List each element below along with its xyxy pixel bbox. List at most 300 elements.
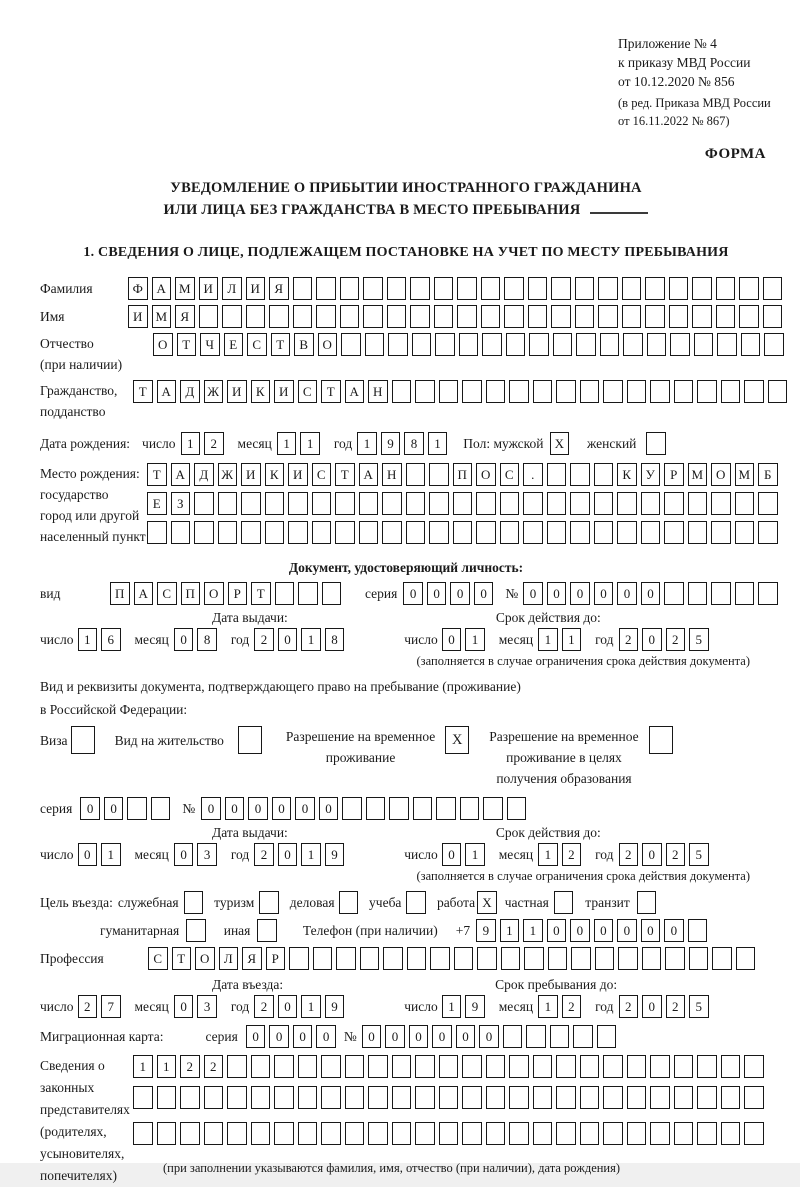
- char-cell[interactable]: [501, 947, 521, 970]
- char-cell[interactable]: 0: [403, 582, 423, 605]
- char-cell[interactable]: [415, 380, 435, 403]
- char-cell[interactable]: [523, 521, 543, 544]
- char-cell[interactable]: 0: [456, 1025, 476, 1048]
- char-cell[interactable]: [764, 333, 784, 356]
- char-cell[interactable]: [597, 1025, 617, 1048]
- char-cell[interactable]: 0: [225, 797, 245, 820]
- checkbox-cell[interactable]: [649, 726, 673, 754]
- char-cell[interactable]: Д: [180, 380, 200, 403]
- char-cell[interactable]: [524, 947, 544, 970]
- char-cell[interactable]: [265, 521, 285, 544]
- char-cell[interactable]: [504, 277, 524, 300]
- char-cell[interactable]: [768, 380, 788, 403]
- char-cell[interactable]: [345, 1086, 365, 1109]
- char-cell[interactable]: [340, 277, 360, 300]
- char-cell[interactable]: [368, 1086, 388, 1109]
- char-cell[interactable]: [127, 797, 147, 820]
- char-cell[interactable]: [716, 277, 736, 300]
- char-cell[interactable]: [570, 521, 590, 544]
- char-cell[interactable]: [415, 1055, 435, 1078]
- char-cell[interactable]: [688, 919, 708, 942]
- char-cell[interactable]: Я: [175, 305, 195, 328]
- char-cell[interactable]: [360, 947, 380, 970]
- char-cell[interactable]: [645, 277, 665, 300]
- char-cell[interactable]: [744, 1055, 764, 1078]
- char-cell[interactable]: Я: [269, 277, 289, 300]
- char-cell[interactable]: [697, 380, 717, 403]
- checkbox-cell[interactable]: [339, 891, 359, 914]
- char-cell[interactable]: [506, 333, 526, 356]
- rvp-education-checkbox[interactable]: [649, 726, 677, 754]
- char-cell[interactable]: [241, 521, 261, 544]
- char-cell[interactable]: [744, 380, 764, 403]
- char-cell[interactable]: [622, 277, 642, 300]
- char-cell[interactable]: [617, 521, 637, 544]
- char-cell[interactable]: [739, 277, 759, 300]
- char-cell[interactable]: У: [641, 463, 661, 486]
- char-cell[interactable]: [457, 277, 477, 300]
- char-cell[interactable]: [603, 1086, 623, 1109]
- char-cell[interactable]: [721, 1086, 741, 1109]
- char-cell[interactable]: [407, 947, 427, 970]
- char-cell[interactable]: 0: [409, 1025, 429, 1048]
- char-cell[interactable]: 0: [594, 919, 614, 942]
- char-cell[interactable]: [711, 521, 731, 544]
- char-cell[interactable]: [429, 492, 449, 515]
- char-cell[interactable]: [556, 380, 576, 403]
- char-cell[interactable]: И: [274, 380, 294, 403]
- char-cell[interactable]: [570, 492, 590, 515]
- checkbox-cell[interactable]: [186, 919, 206, 942]
- char-cell[interactable]: [382, 521, 402, 544]
- char-cell[interactable]: [650, 1086, 670, 1109]
- char-cell[interactable]: [688, 492, 708, 515]
- char-cell[interactable]: 1: [465, 628, 485, 651]
- char-cell[interactable]: Ф: [128, 277, 148, 300]
- char-cell[interactable]: 0: [201, 797, 221, 820]
- char-cell[interactable]: [739, 305, 759, 328]
- char-cell[interactable]: 1: [442, 995, 462, 1018]
- char-cell[interactable]: 2: [666, 628, 686, 651]
- char-cell[interactable]: [721, 380, 741, 403]
- char-cell[interactable]: 0: [316, 1025, 336, 1048]
- char-cell[interactable]: [457, 305, 477, 328]
- char-cell[interactable]: [269, 305, 289, 328]
- char-cell[interactable]: [573, 1025, 593, 1048]
- char-cell[interactable]: [316, 305, 336, 328]
- char-cell[interactable]: 1: [301, 628, 321, 651]
- char-cell[interactable]: [382, 492, 402, 515]
- checkbox-cell[interactable]: X: [477, 891, 497, 914]
- char-cell[interactable]: 9: [476, 919, 496, 942]
- char-cell[interactable]: [462, 1086, 482, 1109]
- char-cell[interactable]: А: [152, 277, 172, 300]
- char-cell[interactable]: [293, 277, 313, 300]
- char-cell[interactable]: [265, 492, 285, 515]
- char-cell[interactable]: [692, 277, 712, 300]
- char-cell[interactable]: [523, 492, 543, 515]
- char-cell[interactable]: [641, 492, 661, 515]
- char-cell[interactable]: К: [265, 463, 285, 486]
- char-cell[interactable]: [312, 521, 332, 544]
- char-cell[interactable]: [387, 305, 407, 328]
- char-cell[interactable]: М: [735, 463, 755, 486]
- char-cell[interactable]: П: [453, 463, 473, 486]
- char-cell[interactable]: [359, 521, 379, 544]
- char-cell[interactable]: [486, 1122, 506, 1145]
- char-cell[interactable]: 2: [619, 843, 639, 866]
- char-cell[interactable]: [503, 1025, 523, 1048]
- char-cell[interactable]: [345, 1122, 365, 1145]
- char-cell[interactable]: [576, 333, 596, 356]
- char-cell[interactable]: [647, 333, 667, 356]
- char-cell[interactable]: [410, 305, 430, 328]
- checkbox-cell[interactable]: [259, 891, 279, 914]
- char-cell[interactable]: [623, 333, 643, 356]
- char-cell[interactable]: Л: [219, 947, 239, 970]
- char-cell[interactable]: [674, 1122, 694, 1145]
- char-cell[interactable]: 1: [181, 432, 201, 455]
- char-cell[interactable]: 5: [689, 995, 709, 1018]
- char-cell[interactable]: Т: [271, 333, 291, 356]
- char-cell[interactable]: [528, 305, 548, 328]
- char-cell[interactable]: [313, 947, 333, 970]
- char-cell[interactable]: [368, 1055, 388, 1078]
- char-cell[interactable]: М: [175, 277, 195, 300]
- char-cell[interactable]: 1: [538, 628, 558, 651]
- char-cell[interactable]: А: [157, 380, 177, 403]
- char-cell[interactable]: [664, 582, 684, 605]
- char-cell[interactable]: [298, 1055, 318, 1078]
- char-cell[interactable]: [717, 333, 737, 356]
- char-cell[interactable]: 1: [465, 843, 485, 866]
- char-cell[interactable]: [335, 521, 355, 544]
- char-cell[interactable]: [293, 305, 313, 328]
- char-cell[interactable]: Т: [335, 463, 355, 486]
- char-cell[interactable]: Т: [172, 947, 192, 970]
- char-cell[interactable]: [199, 305, 219, 328]
- char-cell[interactable]: 2: [562, 843, 582, 866]
- char-cell[interactable]: Р: [664, 463, 684, 486]
- checkbox-cell[interactable]: [637, 891, 657, 914]
- char-cell[interactable]: 0: [278, 995, 298, 1018]
- char-cell[interactable]: [342, 797, 362, 820]
- char-cell[interactable]: [674, 1055, 694, 1078]
- char-cell[interactable]: Р: [266, 947, 286, 970]
- char-cell[interactable]: [241, 492, 261, 515]
- checkbox-cell[interactable]: [406, 891, 426, 914]
- char-cell[interactable]: З: [171, 492, 191, 515]
- char-cell[interactable]: 0: [432, 1025, 452, 1048]
- char-cell[interactable]: [388, 333, 408, 356]
- char-cell[interactable]: 2: [666, 843, 686, 866]
- char-cell[interactable]: [735, 521, 755, 544]
- char-cell[interactable]: [133, 1086, 153, 1109]
- char-cell[interactable]: 0: [362, 1025, 382, 1048]
- char-cell[interactable]: [218, 492, 238, 515]
- char-cell[interactable]: 0: [293, 1025, 313, 1048]
- char-cell[interactable]: [410, 277, 430, 300]
- checkbox-cell[interactable]: [257, 919, 277, 942]
- char-cell[interactable]: 0: [479, 1025, 499, 1048]
- char-cell[interactable]: Ч: [200, 333, 220, 356]
- char-cell[interactable]: [547, 521, 567, 544]
- char-cell[interactable]: [594, 492, 614, 515]
- char-cell[interactable]: [147, 521, 167, 544]
- char-cell[interactable]: 0: [450, 582, 470, 605]
- char-cell[interactable]: [454, 947, 474, 970]
- char-cell[interactable]: [736, 947, 756, 970]
- char-cell[interactable]: Т: [133, 380, 153, 403]
- char-cell[interactable]: [618, 947, 638, 970]
- char-cell[interactable]: [529, 333, 549, 356]
- char-cell[interactable]: 0: [272, 797, 292, 820]
- char-cell[interactable]: [551, 277, 571, 300]
- char-cell[interactable]: [763, 305, 783, 328]
- char-cell[interactable]: И: [128, 305, 148, 328]
- char-cell[interactable]: [439, 1086, 459, 1109]
- char-cell[interactable]: [716, 305, 736, 328]
- char-cell[interactable]: [575, 277, 595, 300]
- char-cell[interactable]: 1: [523, 919, 543, 942]
- char-cell[interactable]: 0: [641, 582, 661, 605]
- char-cell[interactable]: 0: [104, 797, 124, 820]
- char-cell[interactable]: [556, 1055, 576, 1078]
- char-cell[interactable]: 3: [197, 995, 217, 1018]
- char-cell[interactable]: [641, 521, 661, 544]
- char-cell[interactable]: [439, 380, 459, 403]
- char-cell[interactable]: И: [246, 277, 266, 300]
- char-cell[interactable]: [712, 947, 732, 970]
- purpose-checkbox-turizm[interactable]: [259, 891, 283, 914]
- char-cell[interactable]: [533, 1122, 553, 1145]
- char-cell[interactable]: 0: [641, 919, 661, 942]
- char-cell[interactable]: [711, 582, 731, 605]
- char-cell[interactable]: 0: [664, 919, 684, 942]
- char-cell[interactable]: [389, 797, 409, 820]
- char-cell[interactable]: [697, 1055, 717, 1078]
- char-cell[interactable]: [180, 1086, 200, 1109]
- char-cell[interactable]: 0: [174, 843, 194, 866]
- char-cell[interactable]: [594, 521, 614, 544]
- char-cell[interactable]: [670, 333, 690, 356]
- char-cell[interactable]: 0: [174, 628, 194, 651]
- char-cell[interactable]: Я: [242, 947, 262, 970]
- char-cell[interactable]: Т: [321, 380, 341, 403]
- char-cell[interactable]: [274, 1086, 294, 1109]
- char-cell[interactable]: [406, 492, 426, 515]
- char-cell[interactable]: [392, 1055, 412, 1078]
- char-cell[interactable]: [476, 492, 496, 515]
- char-cell[interactable]: [218, 521, 238, 544]
- char-cell[interactable]: [151, 797, 171, 820]
- char-cell[interactable]: [204, 1086, 224, 1109]
- char-cell[interactable]: [617, 492, 637, 515]
- char-cell[interactable]: [434, 305, 454, 328]
- char-cell[interactable]: [533, 1086, 553, 1109]
- char-cell[interactable]: [194, 492, 214, 515]
- char-cell[interactable]: .: [523, 463, 543, 486]
- char-cell[interactable]: 2: [254, 843, 274, 866]
- char-cell[interactable]: [336, 947, 356, 970]
- char-cell[interactable]: 1: [538, 995, 558, 1018]
- char-cell[interactable]: [697, 1122, 717, 1145]
- char-cell[interactable]: 0: [617, 582, 637, 605]
- char-cell[interactable]: [526, 1025, 546, 1048]
- char-cell[interactable]: 1: [428, 432, 448, 455]
- char-cell[interactable]: [392, 1086, 412, 1109]
- char-cell[interactable]: [551, 305, 571, 328]
- char-cell[interactable]: С: [148, 947, 168, 970]
- char-cell[interactable]: [486, 1055, 506, 1078]
- char-cell[interactable]: [735, 582, 755, 605]
- char-cell[interactable]: О: [711, 463, 731, 486]
- char-cell[interactable]: [674, 1086, 694, 1109]
- char-cell[interactable]: 0: [174, 995, 194, 1018]
- char-cell[interactable]: В: [294, 333, 314, 356]
- char-cell[interactable]: [406, 463, 426, 486]
- char-cell[interactable]: 5: [689, 843, 709, 866]
- sex-male-checkbox[interactable]: [550, 432, 574, 455]
- char-cell[interactable]: П: [110, 582, 130, 605]
- char-cell[interactable]: [627, 380, 647, 403]
- char-cell[interactable]: К: [617, 463, 637, 486]
- char-cell[interactable]: [335, 492, 355, 515]
- char-cell[interactable]: [274, 1055, 294, 1078]
- char-cell[interactable]: [312, 492, 332, 515]
- char-cell[interactable]: 1: [300, 432, 320, 455]
- checkbox-cell[interactable]: [554, 891, 574, 914]
- char-cell[interactable]: [528, 277, 548, 300]
- char-cell[interactable]: [345, 1055, 365, 1078]
- char-cell[interactable]: [482, 333, 502, 356]
- char-cell[interactable]: [476, 521, 496, 544]
- char-cell[interactable]: 2: [204, 1055, 224, 1078]
- purpose-checkbox-tranzit[interactable]: [637, 891, 661, 914]
- char-cell[interactable]: О: [476, 463, 496, 486]
- rvp-checkbox[interactable]: [445, 726, 473, 754]
- char-cell[interactable]: С: [312, 463, 332, 486]
- char-cell[interactable]: [763, 277, 783, 300]
- char-cell[interactable]: 0: [278, 628, 298, 651]
- char-cell[interactable]: 1: [357, 432, 377, 455]
- char-cell[interactable]: [288, 492, 308, 515]
- char-cell[interactable]: [477, 947, 497, 970]
- char-cell[interactable]: И: [288, 463, 308, 486]
- char-cell[interactable]: [171, 521, 191, 544]
- char-cell[interactable]: 0: [594, 582, 614, 605]
- char-cell[interactable]: [366, 797, 386, 820]
- char-cell[interactable]: [429, 463, 449, 486]
- purpose-checkbox-ucheba[interactable]: [406, 891, 430, 914]
- char-cell[interactable]: [642, 947, 662, 970]
- char-cell[interactable]: [580, 380, 600, 403]
- checkbox-cell[interactable]: X: [550, 432, 570, 455]
- char-cell[interactable]: [406, 521, 426, 544]
- char-cell[interactable]: С: [247, 333, 267, 356]
- char-cell[interactable]: Ж: [204, 380, 224, 403]
- char-cell[interactable]: [439, 1122, 459, 1145]
- char-cell[interactable]: [575, 305, 595, 328]
- residence-permit-checkbox[interactable]: [238, 726, 266, 754]
- char-cell[interactable]: [669, 277, 689, 300]
- char-cell[interactable]: [275, 582, 295, 605]
- char-cell[interactable]: 0: [642, 995, 662, 1018]
- char-cell[interactable]: [507, 797, 527, 820]
- char-cell[interactable]: 0: [547, 582, 567, 605]
- char-cell[interactable]: [251, 1086, 271, 1109]
- char-cell[interactable]: [157, 1122, 177, 1145]
- char-cell[interactable]: Н: [382, 463, 402, 486]
- char-cell[interactable]: [359, 492, 379, 515]
- char-cell[interactable]: 7: [101, 995, 121, 1018]
- char-cell[interactable]: [504, 305, 524, 328]
- checkbox-cell[interactable]: [238, 726, 262, 754]
- char-cell[interactable]: [340, 305, 360, 328]
- char-cell[interactable]: [580, 1086, 600, 1109]
- char-cell[interactable]: Р: [228, 582, 248, 605]
- char-cell[interactable]: [412, 333, 432, 356]
- char-cell[interactable]: [688, 521, 708, 544]
- char-cell[interactable]: [603, 1122, 623, 1145]
- char-cell[interactable]: [556, 1086, 576, 1109]
- char-cell[interactable]: [533, 380, 553, 403]
- char-cell[interactable]: [288, 521, 308, 544]
- char-cell[interactable]: [533, 1055, 553, 1078]
- char-cell[interactable]: 1: [133, 1055, 153, 1078]
- char-cell[interactable]: [321, 1055, 341, 1078]
- char-cell[interactable]: 2: [180, 1055, 200, 1078]
- char-cell[interactable]: [204, 1122, 224, 1145]
- char-cell[interactable]: [289, 947, 309, 970]
- char-cell[interactable]: О: [195, 947, 215, 970]
- char-cell[interactable]: [556, 1122, 576, 1145]
- char-cell[interactable]: 2: [666, 995, 686, 1018]
- char-cell[interactable]: [721, 1055, 741, 1078]
- char-cell[interactable]: [645, 305, 665, 328]
- char-cell[interactable]: 0: [246, 1025, 266, 1048]
- char-cell[interactable]: 8: [325, 628, 345, 651]
- char-cell[interactable]: [689, 947, 709, 970]
- checkbox-cell[interactable]: [71, 726, 95, 754]
- char-cell[interactable]: 0: [385, 1025, 405, 1048]
- char-cell[interactable]: [711, 492, 731, 515]
- char-cell[interactable]: [627, 1122, 647, 1145]
- char-cell[interactable]: [459, 333, 479, 356]
- char-cell[interactable]: С: [298, 380, 318, 403]
- char-cell[interactable]: [570, 463, 590, 486]
- checkbox-cell[interactable]: [646, 432, 666, 455]
- char-cell[interactable]: Б: [758, 463, 778, 486]
- char-cell[interactable]: А: [359, 463, 379, 486]
- char-cell[interactable]: Н: [368, 380, 388, 403]
- char-cell[interactable]: [486, 1086, 506, 1109]
- char-cell[interactable]: [580, 1122, 600, 1145]
- char-cell[interactable]: 0: [642, 628, 662, 651]
- char-cell[interactable]: [462, 1055, 482, 1078]
- char-cell[interactable]: [627, 1055, 647, 1078]
- char-cell[interactable]: [436, 797, 456, 820]
- purpose-checkbox-inaya[interactable]: [257, 919, 281, 942]
- char-cell[interactable]: И: [241, 463, 261, 486]
- char-cell[interactable]: [415, 1122, 435, 1145]
- checkbox-cell[interactable]: X: [445, 726, 469, 754]
- char-cell[interactable]: 0: [442, 843, 462, 866]
- char-cell[interactable]: 0: [642, 843, 662, 866]
- char-cell[interactable]: [664, 521, 684, 544]
- char-cell[interactable]: 2: [254, 628, 274, 651]
- char-cell[interactable]: Л: [222, 277, 242, 300]
